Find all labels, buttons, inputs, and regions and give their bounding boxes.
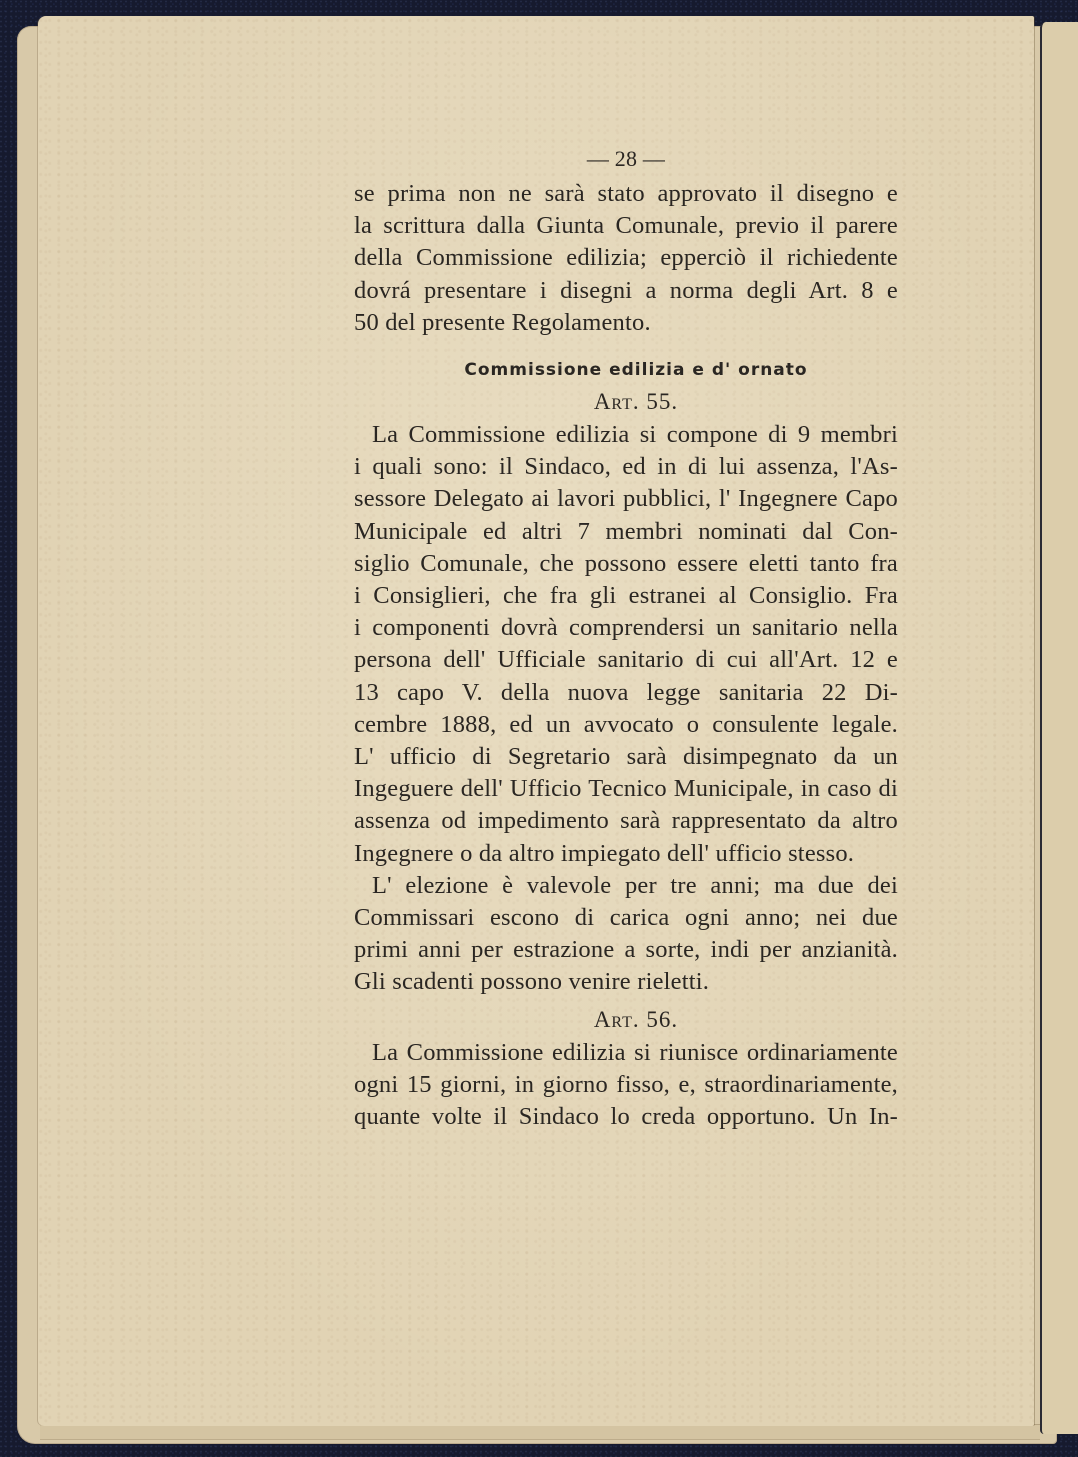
article-title-56: Art. 56. bbox=[593, 1006, 679, 1032]
text-line: i quali sono: il Sindaco, ed in di lui assenza, l'As- bbox=[354, 453, 898, 481]
text-line: sessore Delegato ai lavori pubblici, l' Ingegnere Capo bbox=[354, 485, 898, 513]
article-55-paragraph-2 bbox=[354, 870, 898, 999]
page-stack-edge bbox=[40, 1424, 1040, 1440]
page-text bbox=[354, 140, 898, 1133]
text-line: assenza od impedimento sarà rappresentato da altro bbox=[354, 807, 898, 835]
article-title-55: Art. 55. bbox=[593, 389, 679, 415]
text-line: primi anni per estrazione a sorte, indi per anzianità. bbox=[354, 936, 898, 964]
text-line: L' elezione è valevole per tre anni; ma due dei bbox=[372, 871, 898, 899]
continuation-paragraph bbox=[354, 178, 898, 339]
text-line: ogni 15 giorni, in giorno fisso, e, straordinariamente, bbox=[354, 1070, 898, 1098]
article-56-paragraph-1 bbox=[354, 1037, 898, 1134]
text-line: 50 del presente Regolamento. bbox=[354, 308, 651, 336]
text-line: La Commissione edilizia si riunisce ordinariamente bbox=[372, 1038, 898, 1066]
text-line: cembre 1888, ed un avvocato o consulente legale. bbox=[354, 710, 898, 738]
text-line: siglio Comunale, che possono essere eletti tanto fra bbox=[354, 549, 898, 577]
text-line: 13 capo V. della nuova legge sanitaria 22 Di- bbox=[354, 678, 898, 706]
text-line: i Consiglieri, che fra gli estranei al Consiglio. Fra bbox=[354, 582, 898, 610]
text-line: persona dell' Ufficiale sanitario di cui all'Art. 12 e bbox=[354, 646, 898, 674]
text-line: i componenti dovrà comprendersi un sanitario nella bbox=[354, 614, 898, 642]
section-heading: Commissione edilizia e d' ornato bbox=[464, 360, 808, 381]
text-line: Gli scadenti possono venire rieletti. bbox=[354, 968, 710, 996]
text-line: la scrittura dalla Giunta Comunale, previo il parere bbox=[354, 212, 898, 240]
text-line: La Commissione edilizia si compone di 9 membri bbox=[372, 421, 898, 449]
text-line: dovrá presentare i disegni a norma degli Art. 8 e bbox=[354, 276, 898, 304]
text-line: della Commissione edilizia; epperciò il richiedente bbox=[354, 244, 898, 272]
page-number: — 28 — bbox=[586, 146, 666, 171]
text-line: Municipale ed altri 7 membri nominati dal Con- bbox=[354, 517, 898, 545]
article-55-paragraph-1 bbox=[354, 419, 898, 870]
text-line: Ingeguere dell' Ufficio Tecnico Municipale, in caso di bbox=[354, 775, 898, 803]
text-line: se prima non ne sarà stato approvato il disegno e bbox=[354, 180, 898, 207]
adjacent-page-edge bbox=[1040, 22, 1078, 1434]
text-line: Commissari escono di carica ogni anno; nei due bbox=[354, 904, 898, 932]
text-line: quante volte il Sindaco lo creda opportuno. Un In- bbox=[354, 1103, 898, 1131]
text-line: L' ufficio di Segretario sarà disimpegnato da un bbox=[354, 743, 898, 771]
text-line: Ingegnere o da altro impiegato dell' ufficio stesso. bbox=[354, 839, 855, 867]
